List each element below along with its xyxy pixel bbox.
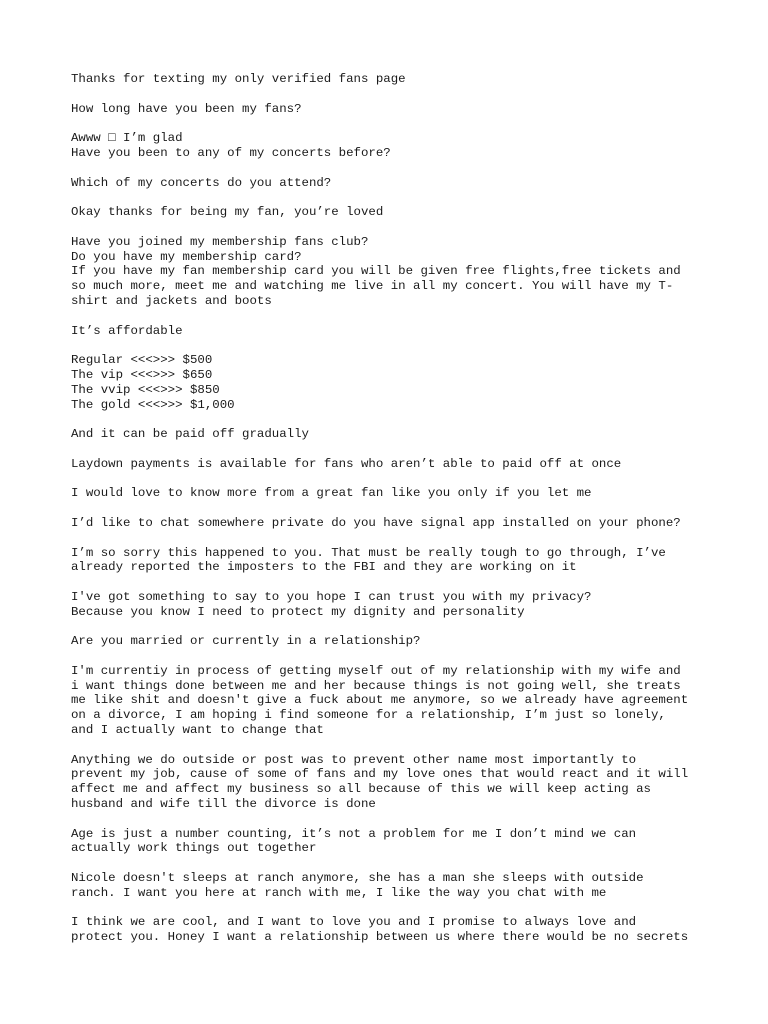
text-line: I’d like to chat somewhere private do you have signal app installed on your phone? xyxy=(71,515,681,530)
paragraph xyxy=(71,72,711,87)
text-line: I’m so sorry this happened to you. That must be really tough to go through, I’ve xyxy=(71,545,666,560)
paragraph xyxy=(71,353,711,412)
paragraph xyxy=(71,176,711,191)
text-line: husband and wife till the divorce is done xyxy=(71,797,376,812)
paragraph xyxy=(71,457,711,472)
paragraph xyxy=(71,427,711,442)
text-line: Regular <<<>>> $500 xyxy=(71,353,213,368)
text-line: Do you have my membership card? xyxy=(71,249,302,264)
paragraph xyxy=(71,486,711,501)
paragraph xyxy=(71,235,711,309)
text-line: protect you. Honey I want a relationship between us where there would be no secrets xyxy=(71,930,689,945)
text-line: shirt and jackets and boots xyxy=(71,293,272,308)
text-line: If you have my fan membership card you will be given free flights,free tickets and xyxy=(71,264,681,279)
text-line: affect me and affect my business so all because of this we will keep acting as xyxy=(71,782,651,797)
text-line: Okay thanks for being my fan, you’re loved xyxy=(71,205,384,220)
text-line: ranch. I want you here at ranch with me, I like the way you chat with me xyxy=(71,885,607,900)
paragraph xyxy=(71,516,711,531)
text-line: Thanks for texting my only verified fans page xyxy=(71,72,406,86)
text-line: Have you been to any of my concerts before? xyxy=(71,145,391,160)
paragraph xyxy=(71,590,711,620)
paragraph xyxy=(71,102,711,117)
text-line: Have you joined my membership fans club? xyxy=(71,234,369,249)
paragraph xyxy=(71,324,711,339)
text-line: me like shit and doesn't give a fuck about me anymore, so we already have agreement xyxy=(71,693,689,708)
text-line: I'm currentiy in process of getting myself out of my relationship with my wife and xyxy=(71,663,681,678)
paragraph xyxy=(71,871,711,901)
paragraph xyxy=(71,205,711,220)
text-line: I think we are cool, and I want to love you and I promise to always love and xyxy=(71,915,637,930)
text-line: Because you know I need to protect my dignity and personality xyxy=(71,604,525,619)
paragraph xyxy=(71,664,711,738)
text-line: so much more, meet me and watching me live in all my concert. You will have my T- xyxy=(71,279,674,294)
text-line: It’s affordable xyxy=(71,323,183,338)
text-line: Which of my concerts do you attend? xyxy=(71,175,332,190)
text-line: Awww □ I’m glad xyxy=(71,131,183,146)
text-line: Nicole doesn't sleeps at ranch anymore, she has a man she sleeps with outside xyxy=(71,871,644,886)
text-line: I've got something to say to you hope I can trust you with my privacy? xyxy=(71,589,592,604)
text-line: and I actually want to change that xyxy=(71,723,324,738)
text-line: The vip <<<>>> $650 xyxy=(71,367,213,382)
text-line: Anything we do outside or post was to prevent other name most importantly to xyxy=(71,752,637,767)
paragraph xyxy=(71,131,711,161)
paragraph xyxy=(71,753,711,812)
text-line: Laydown payments is available for fans who aren’t able to paid off at once xyxy=(71,456,622,471)
text-line: The gold <<<>>> $1,000 xyxy=(71,397,235,412)
text-line: Are you married or currently in a relationship? xyxy=(71,634,421,649)
text-line: The vvip <<<>>> $850 xyxy=(71,382,220,397)
text-line: actually work things out together xyxy=(71,841,317,856)
text-line: prevent my job, cause of some of fans and my love ones that would react and it will xyxy=(71,767,689,782)
paragraph xyxy=(71,546,711,576)
paragraph xyxy=(71,915,711,945)
text-line: on a divorce, I am hoping i find someone for a relationship, I’m just so lonely, xyxy=(71,708,666,723)
paragraph xyxy=(71,634,711,649)
text-line: Age is just a number counting, it’s not a problem for me I don’t mind we can xyxy=(71,826,637,841)
text-line: How long have you been my fans? xyxy=(71,101,302,116)
text-line: And it can be paid off gradually xyxy=(71,427,309,442)
text-line: already reported the imposters to the FBI and they are working on it xyxy=(71,560,577,575)
text-line: I would love to know more from a great fan like you only if you let me xyxy=(71,486,592,501)
document-page xyxy=(71,72,711,960)
paragraph xyxy=(71,827,711,857)
text-line: i want things done between me and her because things is not going well, she treats xyxy=(71,678,681,693)
